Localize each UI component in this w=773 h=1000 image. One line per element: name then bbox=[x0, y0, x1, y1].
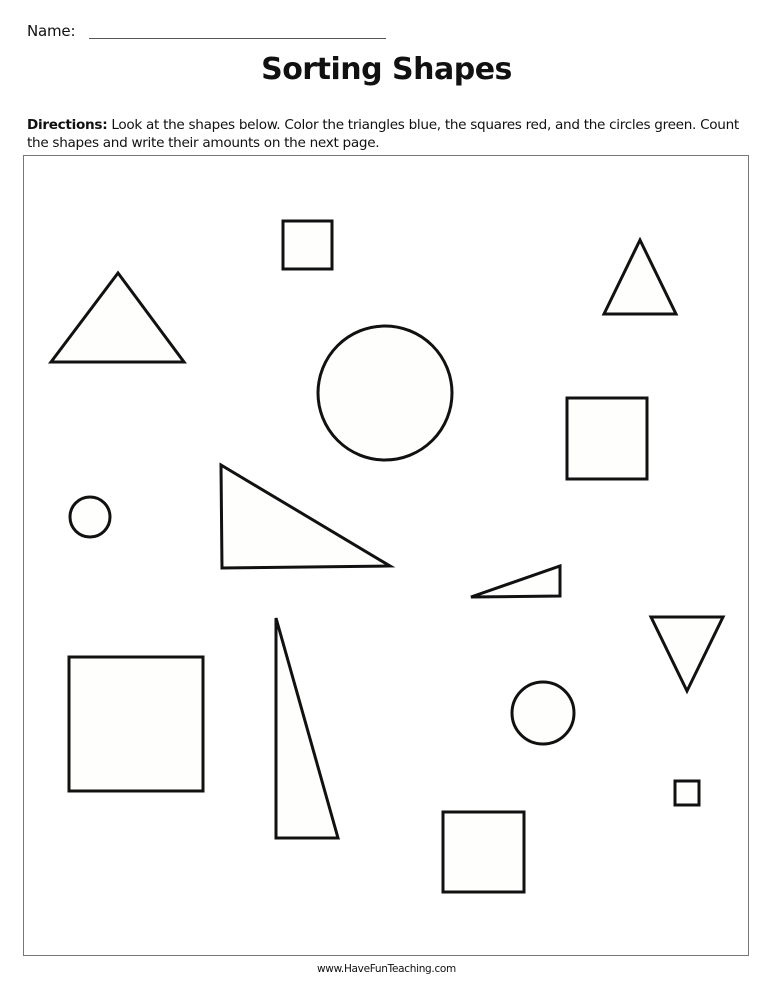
square-tiny[interactable] bbox=[675, 781, 699, 805]
triangle-large-left[interactable] bbox=[51, 273, 184, 362]
triangle-top-right[interactable] bbox=[604, 240, 676, 314]
square-large-left[interactable] bbox=[69, 657, 203, 791]
footer-url: www.HaveFunTeaching.com bbox=[317, 963, 456, 975]
circle-large[interactable] bbox=[318, 326, 452, 460]
circle-medium-right[interactable] bbox=[512, 682, 574, 744]
directions-text: Look at the shapes below. Color the triangles blue, the squares red, and the circles green. Count the shapes and write their amounts on the next page. bbox=[27, 117, 739, 151]
triangle-thin-right[interactable] bbox=[471, 566, 560, 597]
triangle-tall[interactable] bbox=[276, 618, 338, 838]
circle-small-left[interactable] bbox=[70, 497, 110, 537]
triangle-inverted[interactable] bbox=[651, 617, 723, 691]
triangle-right-angled-mid[interactable] bbox=[221, 465, 390, 568]
directions-label: Directions: bbox=[27, 117, 108, 133]
square-top-small[interactable] bbox=[283, 221, 332, 269]
square-bottom-mid[interactable] bbox=[443, 812, 524, 892]
square-right-mid[interactable] bbox=[567, 398, 647, 479]
worksheet-title: Sorting Shapes bbox=[261, 52, 512, 87]
name-label: Name: bbox=[27, 22, 76, 40]
